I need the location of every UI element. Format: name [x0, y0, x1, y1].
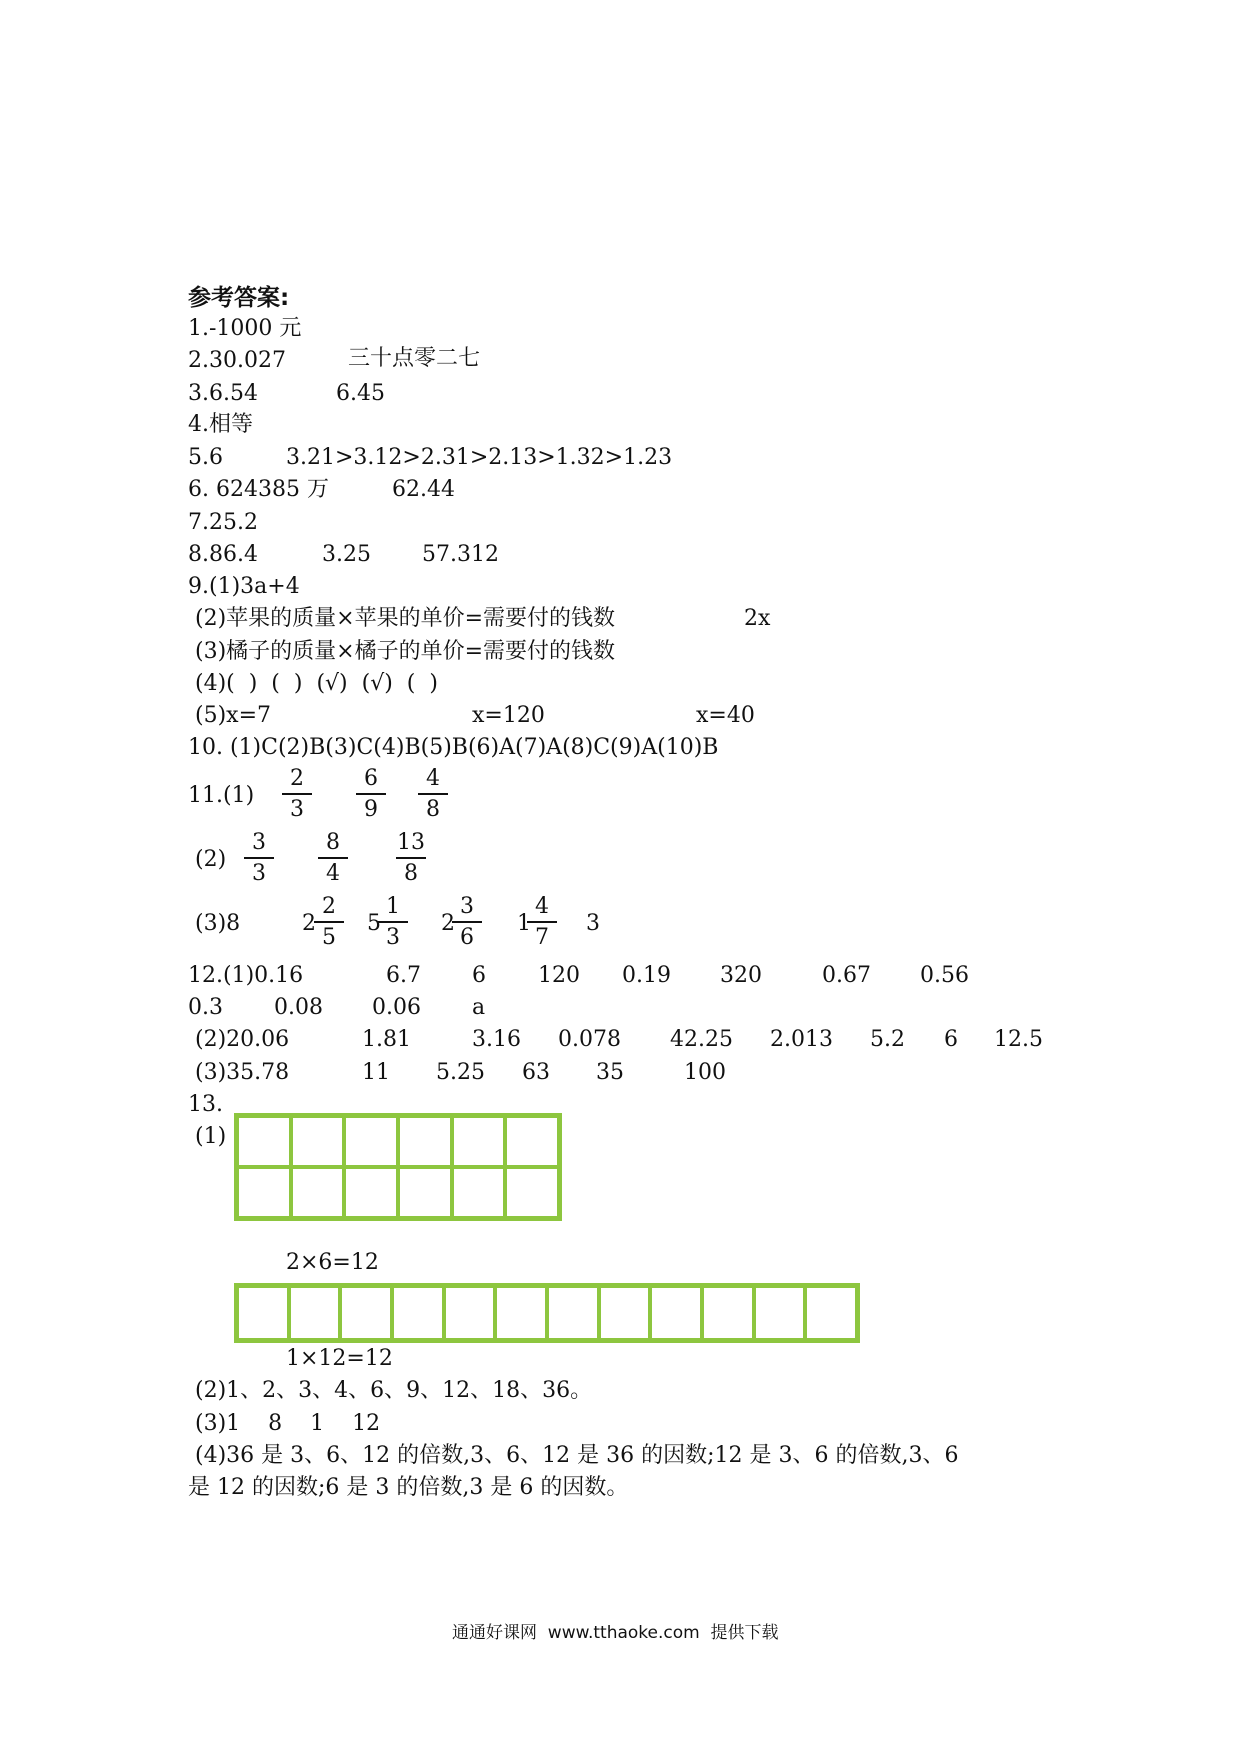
answer-9-5b: x=120 — [472, 703, 545, 728]
answer-12-3-item: 63 — [522, 1060, 550, 1085]
fraction-numerator: 4 — [535, 894, 549, 919]
fraction-numerator: 3 — [252, 830, 266, 855]
fraction — [356, 768, 386, 821]
answer-13-3: (3)1 8 1 12 — [195, 1411, 381, 1436]
answer-5a: 5.6 — [188, 445, 223, 470]
fraction-numerator: 6 — [364, 766, 378, 791]
answer-12-1-item: 6.7 — [386, 963, 421, 988]
fraction-denominator: 4 — [326, 861, 340, 886]
answer-12-1-item: 320 — [720, 963, 762, 988]
answer-11-1-label: 11.(1) — [188, 783, 255, 808]
answer-12-1-item: 0.56 — [920, 963, 969, 988]
answer-12-1-item: 6 — [472, 963, 486, 988]
answer-11-2-label: (2) — [195, 847, 227, 872]
fraction-denominator: 9 — [364, 797, 378, 822]
answer-2-words: 三十点零二七 — [348, 346, 481, 371]
answer-12-2-item: 3.16 — [472, 1027, 521, 1052]
fraction — [318, 832, 348, 885]
answer-8b: 3.25 — [322, 542, 371, 567]
answer-12-3-item: 5.25 — [436, 1060, 485, 1085]
fraction-denominator: 3 — [290, 797, 304, 822]
answer-11-3-last: 3 — [586, 911, 600, 936]
answer-1: 1.-1000 元 — [188, 316, 302, 341]
answer-12-2-item: 1.81 — [362, 1027, 411, 1052]
fraction — [418, 768, 448, 821]
answer-title: 参考答案: — [188, 285, 290, 311]
fraction-denominator: 3 — [386, 925, 400, 950]
answer-12-2-item: 42.25 — [670, 1027, 733, 1052]
mixed-whole: 2 — [441, 911, 455, 936]
footer-source: 通通好课网 www.tthaoke.com 提供下载 — [452, 1623, 779, 1643]
fraction — [282, 768, 312, 821]
fraction-denominator: 6 — [460, 925, 474, 950]
fraction — [527, 896, 557, 949]
answer-3a: 3.6.54 — [188, 381, 258, 406]
answer-12-1-cont-item: 0.08 — [274, 995, 323, 1020]
answer-12-1-cont-item: a — [472, 995, 486, 1020]
answer-12-2: (2)20.06 — [195, 1027, 290, 1052]
equation-1x12: 1×12=12 — [286, 1346, 393, 1371]
answer-13-1-label: (1) — [195, 1124, 227, 1149]
answer-9-5a: (5)x=7 — [195, 703, 272, 728]
fraction — [244, 832, 274, 885]
answer-7: 7.25.2 — [188, 510, 258, 535]
answer-12-2-item: 2.013 — [770, 1027, 833, 1052]
fraction-numerator: 13 — [397, 830, 425, 855]
equation-2x6: 2×6=12 — [286, 1250, 379, 1275]
answer-12-2-item: 0.078 — [558, 1027, 621, 1052]
answer-3b: 6.45 — [336, 381, 385, 406]
fraction-denominator: 8 — [404, 861, 418, 886]
answer-9-4: (4)( ) ( ) (√) (√) ( ) — [195, 671, 438, 696]
answer-2-number: 2.30.027 — [188, 348, 286, 373]
rectangle-grid-2x6 — [234, 1113, 562, 1221]
answer-13: 13. — [188, 1092, 223, 1117]
mixed-whole: 2 — [302, 911, 316, 936]
answer-9-5c: x=40 — [696, 703, 755, 728]
answer-12-1-item: 0.19 — [622, 963, 671, 988]
fraction — [314, 896, 344, 949]
answer-12-2-item: 12.5 — [994, 1027, 1043, 1052]
mixed-whole: 1 — [517, 911, 531, 936]
fraction — [378, 896, 408, 949]
fraction-denominator: 8 — [426, 797, 440, 822]
answer-11-3-label: (3)8 — [195, 911, 241, 936]
answer-8c: 57.312 — [422, 542, 499, 567]
answer-4: 4.相等 — [188, 412, 253, 437]
fraction-denominator: 7 — [535, 925, 549, 950]
answer-6a: 6. 624385 万 — [188, 477, 329, 502]
fraction — [452, 896, 482, 949]
answer-12-2-item: 5.2 — [870, 1027, 905, 1052]
answer-9-1: 9.(1)3a+4 — [188, 574, 300, 599]
answer-13-4: (4)36 是 3、6、12 的倍数,3、6、12 是 36 的因数;12 是 3、6 的倍数,3、6 — [195, 1443, 959, 1468]
fraction — [396, 832, 426, 885]
fraction-denominator: 5 — [322, 925, 336, 950]
answer-5b: 3.21>3.12>2.31>2.13>1.32>1.23 — [286, 445, 673, 470]
answer-12-3-item: 11 — [362, 1060, 390, 1085]
answer-12-1-cont-item: 0.06 — [372, 995, 421, 1020]
answer-13-4-cont: 是 12 的因数;6 是 3 的倍数,3 是 6 的因数。 — [188, 1475, 629, 1500]
answer-9-2: (2)苹果的质量×苹果的单价=需要付的钱数 — [195, 606, 616, 631]
answer-13-2: (2)1、2、3、4、6、9、12、18、36。 — [195, 1378, 593, 1403]
answer-12-2-item: 6 — [944, 1027, 958, 1052]
answer-12-1-cont: 0.3 — [188, 995, 223, 1020]
fraction-numerator: 2 — [322, 894, 336, 919]
answer-12-3: (3)35.78 — [195, 1060, 290, 1085]
fraction-numerator: 1 — [386, 894, 400, 919]
answer-9-2-expr: 2x — [744, 606, 771, 631]
answer-12-3-item: 100 — [684, 1060, 726, 1085]
answer-12-1: 12.(1)0.16 — [188, 963, 304, 988]
mixed-whole: 5 — [367, 911, 381, 936]
answer-10: 10. (1)C(2)B(3)C(4)B(5)B(6)A(7)A(8)C(9)A(10)B — [188, 735, 719, 760]
answer-12-3-item: 35 — [596, 1060, 624, 1085]
fraction-numerator: 2 — [290, 766, 304, 791]
fraction-numerator: 4 — [426, 766, 440, 791]
answer-12-1-item: 120 — [538, 963, 580, 988]
answer-8a: 8.86.4 — [188, 542, 258, 567]
answer-9-3: (3)橘子的质量×橘子的单价=需要付的钱数 — [195, 639, 616, 664]
answer-12-1-item: 0.67 — [822, 963, 871, 988]
answer-6b: 62.44 — [392, 477, 455, 502]
fraction-numerator: 8 — [326, 830, 340, 855]
fraction-numerator: 3 — [460, 894, 474, 919]
fraction-denominator: 3 — [252, 861, 266, 886]
rectangle-grid-1x12 — [234, 1283, 860, 1343]
